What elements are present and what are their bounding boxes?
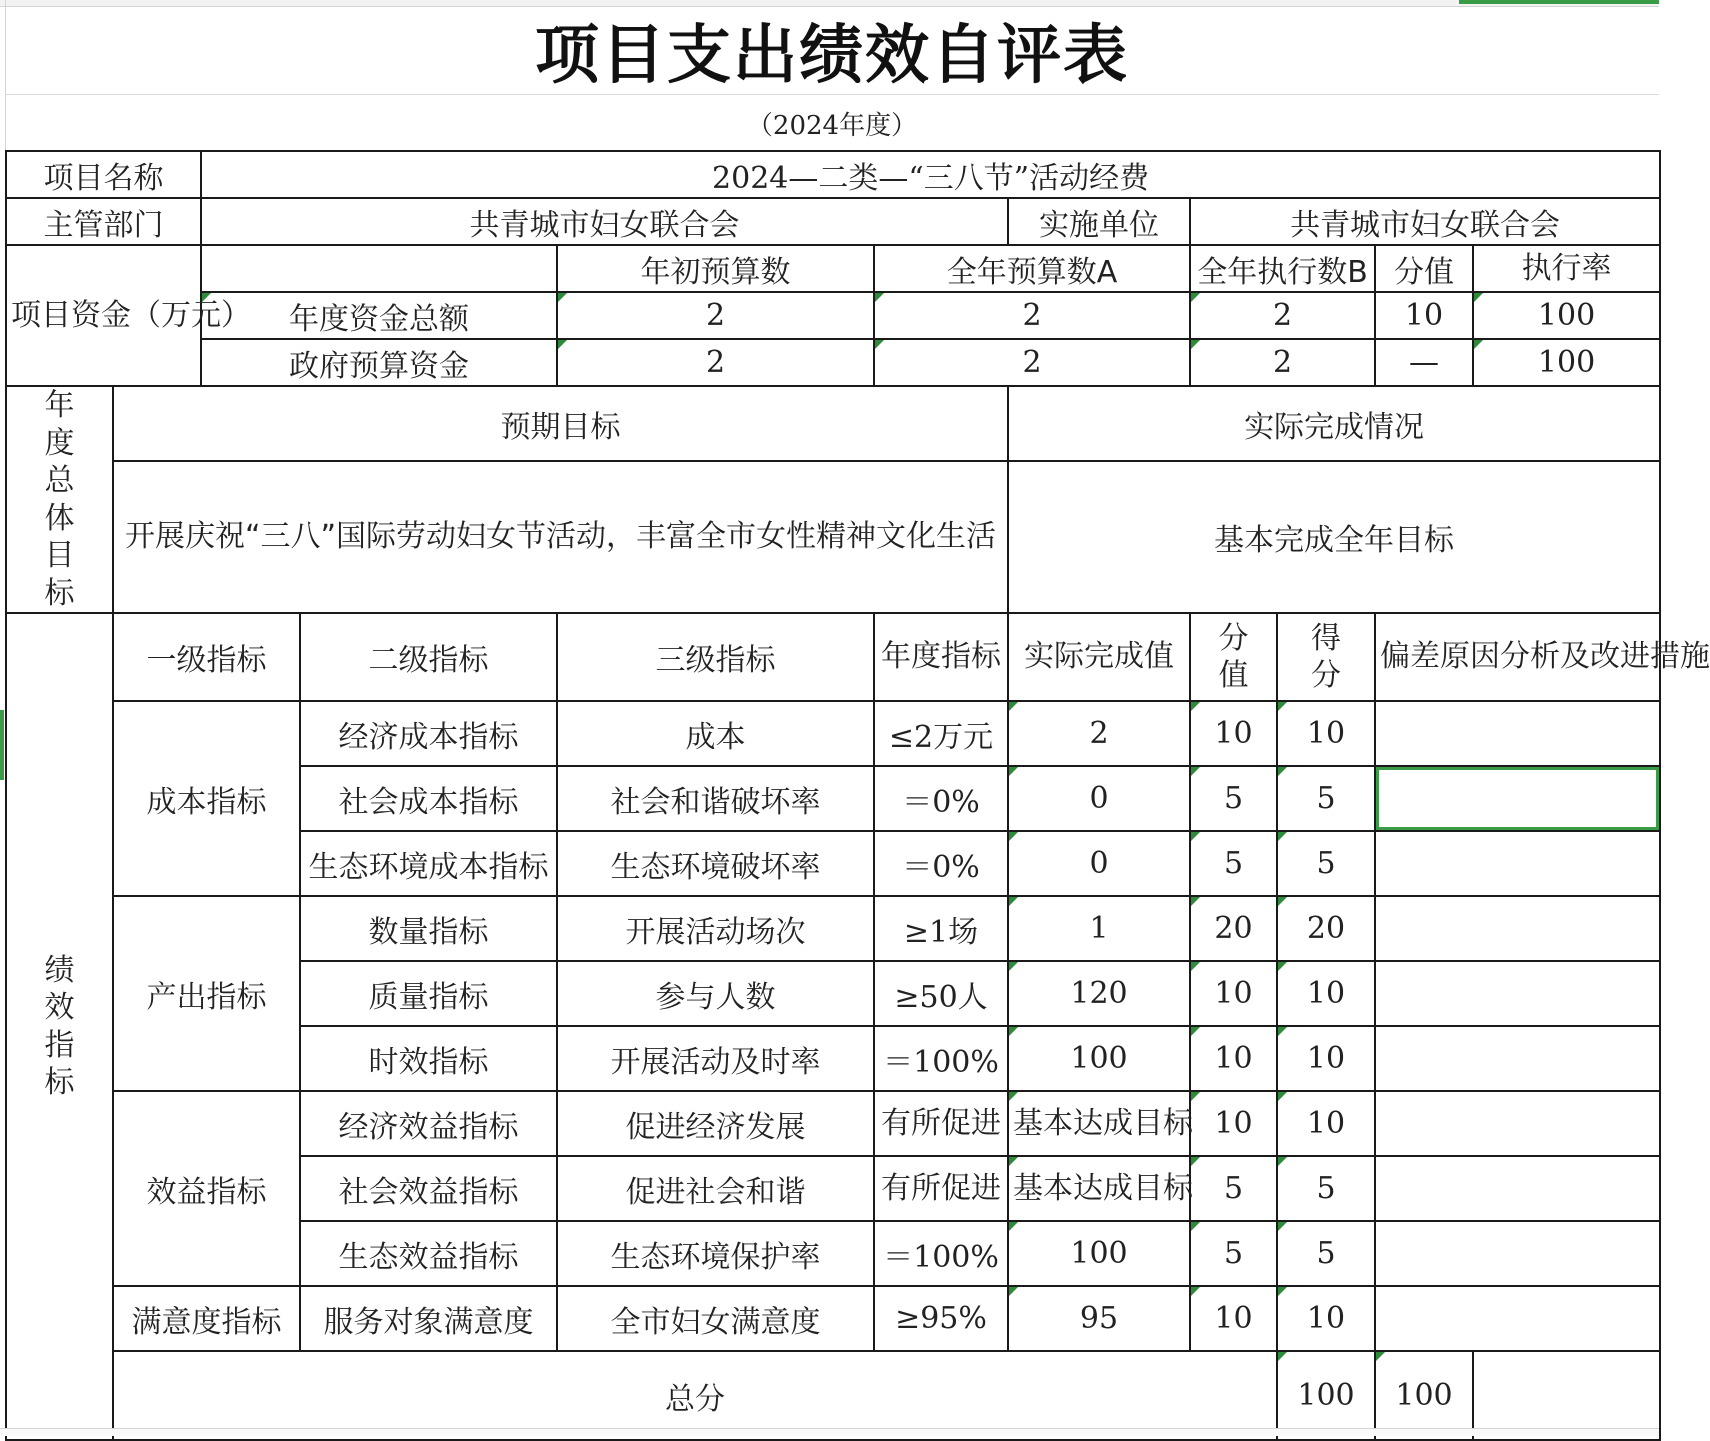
department-value[interactable]: 共青城市妇女联合会 — [201, 198, 1008, 245]
funds-exec-rate-cell[interactable]: 100 — [1473, 292, 1660, 339]
score-value-cell[interactable]: 5 — [1190, 766, 1277, 831]
level2-indicator[interactable]: 社会效益指标 — [300, 1156, 557, 1221]
project-name-value[interactable]: 2024—二类—“三八节”活动经费 — [201, 151, 1660, 198]
funds-executed-cell[interactable]: 2 — [1190, 292, 1375, 339]
annual-target-cell[interactable]: ＝0% — [874, 831, 1008, 896]
funds-header-annual[interactable]: 全年预算数A — [874, 245, 1190, 292]
actual-completion-header[interactable]: 实际完成情况 — [1008, 386, 1660, 461]
deviation-cell[interactable] — [1375, 831, 1660, 896]
sheet-subtitle[interactable]: （2024年度） — [746, 110, 918, 141]
indicator-header-level1[interactable]: 一级指标 — [113, 613, 300, 701]
funds-header-executed[interactable]: 全年执行数B — [1190, 245, 1375, 292]
funds-row-label[interactable]: 年度资金总额 — [201, 292, 557, 339]
level3-indicator[interactable]: 社会和谐破坏率 — [557, 766, 874, 831]
level1-indicator[interactable]: 产出指标 — [113, 896, 300, 1091]
score-value-cell[interactable]: 5 — [1190, 1221, 1277, 1286]
level3-indicator[interactable]: 促进经济发展 — [557, 1091, 874, 1156]
level2-indicator[interactable]: 服务对象满意度 — [300, 1286, 557, 1351]
funds-header-exec-rate[interactable]: 执行率 — [1473, 245, 1660, 292]
score-value-cell[interactable]: 20 — [1190, 896, 1277, 961]
sheet-bottom-edge — [0, 1428, 1659, 1436]
total-deviation-cell[interactable] — [1473, 1351, 1660, 1440]
score-value-cell[interactable]: 10 — [1190, 961, 1277, 1026]
indicator-header-level2[interactable]: 二级指标 — [300, 613, 557, 701]
level1-indicator[interactable]: 效益指标 — [113, 1091, 300, 1286]
selected-column-marker — [1459, 0, 1659, 4]
indicator-header-actual[interactable]: 实际完成值 — [1008, 613, 1190, 701]
sheet-title[interactable]: 项目支出绩效自评表 — [535, 18, 1129, 93]
score-value-cell[interactable]: 5 — [1190, 831, 1277, 896]
indicator-header-level3[interactable]: 三级指标 — [557, 613, 874, 701]
annual-target-cell[interactable]: ≤2万元 — [874, 701, 1008, 766]
level3-indicator[interactable]: 参与人数 — [557, 961, 874, 1026]
funds-header-score-value[interactable]: 分值 — [1375, 245, 1473, 292]
actual-value-cell[interactable]: 2 — [1008, 701, 1190, 766]
funds-header-blank[interactable] — [201, 245, 557, 292]
actual-value-cell[interactable]: 100 — [1008, 1026, 1190, 1091]
actual-completion-value[interactable]: 基本完成全年目标 — [1008, 461, 1660, 613]
level2-indicator[interactable]: 时效指标 — [300, 1026, 557, 1091]
annual-target-cell[interactable]: ＝100% — [874, 1026, 1008, 1091]
implementer-label[interactable]: 实施单位 — [1008, 198, 1190, 245]
actual-value-cell[interactable]: 0 — [1008, 766, 1190, 831]
score-cell[interactable]: 10 — [1277, 1026, 1375, 1091]
department-label[interactable]: 主管部门 — [6, 198, 201, 245]
performance-indicators-label[interactable]: 绩效指标 — [6, 613, 113, 1440]
indicator-header-score-value[interactable]: 分值 — [1190, 613, 1277, 701]
annual-target-cell[interactable]: ≥1场 — [874, 896, 1008, 961]
score-value-cell[interactable]: 10 — [1190, 1091, 1277, 1156]
level2-indicator[interactable]: 数量指标 — [300, 896, 557, 961]
score-cell[interactable]: 10 — [1277, 701, 1375, 766]
deviation-cell[interactable] — [1375, 1221, 1660, 1286]
indicator-header-score[interactable]: 得分 — [1277, 613, 1375, 701]
actual-value-cell[interactable]: 1 — [1008, 896, 1190, 961]
score-cell[interactable]: 5 — [1277, 831, 1375, 896]
level3-indicator[interactable]: 成本 — [557, 701, 874, 766]
deviation-cell[interactable] — [1375, 1026, 1660, 1091]
level2-indicator[interactable]: 生态环境成本指标 — [300, 831, 557, 896]
funds-initial-cell[interactable]: 2 — [557, 292, 874, 339]
funds-score-value-cell[interactable]: 10 — [1375, 292, 1473, 339]
funds-row-label[interactable]: 政府预算资金 — [201, 339, 557, 386]
actual-value-cell[interactable]: 95 — [1008, 1286, 1190, 1351]
actual-value-cell[interactable]: 基本达成目标 — [1008, 1156, 1190, 1221]
score-value-cell[interactable]: 10 — [1190, 1286, 1277, 1351]
actual-value-cell[interactable]: 120 — [1008, 961, 1190, 1026]
indicator-header-deviation[interactable]: 偏差原因分析及改进措施 — [1375, 613, 1660, 701]
score-cell[interactable]: 20 — [1277, 896, 1375, 961]
level3-indicator[interactable]: 开展活动及时率 — [557, 1026, 874, 1091]
funds-score-value-cell[interactable]: — — [1375, 339, 1473, 386]
project-name-label[interactable]: 项目名称 — [6, 151, 201, 198]
score-value-cell[interactable]: 10 — [1190, 701, 1277, 766]
annual-target-cell[interactable]: ≥50人 — [874, 961, 1008, 1026]
score-cell[interactable]: 5 — [1277, 1156, 1375, 1221]
selected-row-marker — [0, 710, 4, 780]
total-score-value[interactable]: 100 — [1277, 1351, 1375, 1440]
evaluation-table — [5, 150, 1710, 1441]
level2-indicator[interactable]: 经济效益指标 — [300, 1091, 557, 1156]
deviation-cell[interactable] — [1375, 1156, 1660, 1221]
score-value-cell[interactable]: 5 — [1190, 1156, 1277, 1221]
annual-target-cell[interactable]: ＝100% — [874, 1221, 1008, 1286]
annual-target-cell[interactable]: ≥95% — [874, 1286, 1008, 1351]
level3-indicator[interactable]: 开展活动场次 — [557, 896, 874, 961]
level3-indicator[interactable]: 生态环境破坏率 — [557, 831, 874, 896]
annual-target-cell[interactable]: 有所促进 — [874, 1091, 1008, 1156]
actual-value-cell[interactable]: 0 — [1008, 831, 1190, 896]
annual-target-cell[interactable]: 有所促进 — [874, 1156, 1008, 1221]
level2-indicator[interactable]: 生态效益指标 — [300, 1221, 557, 1286]
expected-goal-header[interactable]: 预期目标 — [113, 386, 1008, 461]
funds-initial-cell[interactable]: 2 — [557, 339, 874, 386]
expected-goal-value[interactable]: 开展庆祝“三八”国际劳动妇女节活动，丰富全市女性精神文化生活 — [113, 461, 1008, 613]
deviation-cell[interactable] — [1375, 1286, 1660, 1351]
funds-annual-cell[interactable]: 2 — [874, 292, 1190, 339]
funds-label[interactable]: 项目资金（万元） — [6, 245, 201, 386]
funds-annual-cell[interactable]: 2 — [874, 339, 1190, 386]
deviation-cell[interactable] — [1375, 1091, 1660, 1156]
score-cell[interactable]: 5 — [1277, 1221, 1375, 1286]
funds-executed-cell[interactable]: 2 — [1190, 339, 1375, 386]
deviation-cell[interactable] — [1375, 701, 1660, 766]
level1-indicator[interactable]: 成本指标 — [113, 701, 300, 896]
level3-indicator[interactable]: 全市妇女满意度 — [557, 1286, 874, 1351]
implementer-value[interactable]: 共青城市妇女联合会 — [1190, 198, 1660, 245]
actual-value-cell[interactable]: 100 — [1008, 1221, 1190, 1286]
annual-target-cell[interactable]: ＝0% — [874, 766, 1008, 831]
deviation-cell[interactable] — [1375, 896, 1660, 961]
level2-indicator[interactable]: 质量指标 — [300, 961, 557, 1026]
indicator-header-annual[interactable]: 年度指标 — [874, 613, 1008, 701]
level1-indicator[interactable]: 满意度指标 — [113, 1286, 300, 1351]
level3-indicator[interactable]: 生态环境保护率 — [557, 1221, 874, 1286]
score-cell[interactable]: 10 — [1277, 1091, 1375, 1156]
funds-exec-rate-cell[interactable]: 100 — [1473, 339, 1660, 386]
score-cell[interactable]: 5 — [1277, 766, 1375, 831]
score-cell[interactable]: 10 — [1277, 1286, 1375, 1351]
score-cell[interactable]: 10 — [1277, 961, 1375, 1026]
deviation-cell-selected[interactable] — [1375, 766, 1660, 831]
level2-indicator[interactable]: 经济成本指标 — [300, 701, 557, 766]
score-value-cell[interactable]: 10 — [1190, 1026, 1277, 1091]
level2-indicator[interactable]: 社会成本指标 — [300, 766, 557, 831]
total-score[interactable]: 100 — [1375, 1351, 1473, 1440]
deviation-cell[interactable] — [1375, 961, 1660, 1026]
funds-header-initial[interactable]: 年初预算数 — [557, 245, 874, 292]
level3-indicator[interactable]: 促进社会和谐 — [557, 1156, 874, 1221]
gridline — [5, 94, 1659, 95]
annual-goal-label[interactable]: 年度总体目标 — [6, 386, 113, 613]
actual-value-cell[interactable]: 基本达成目标 — [1008, 1091, 1190, 1156]
total-label[interactable]: 总分 — [113, 1351, 1277, 1440]
